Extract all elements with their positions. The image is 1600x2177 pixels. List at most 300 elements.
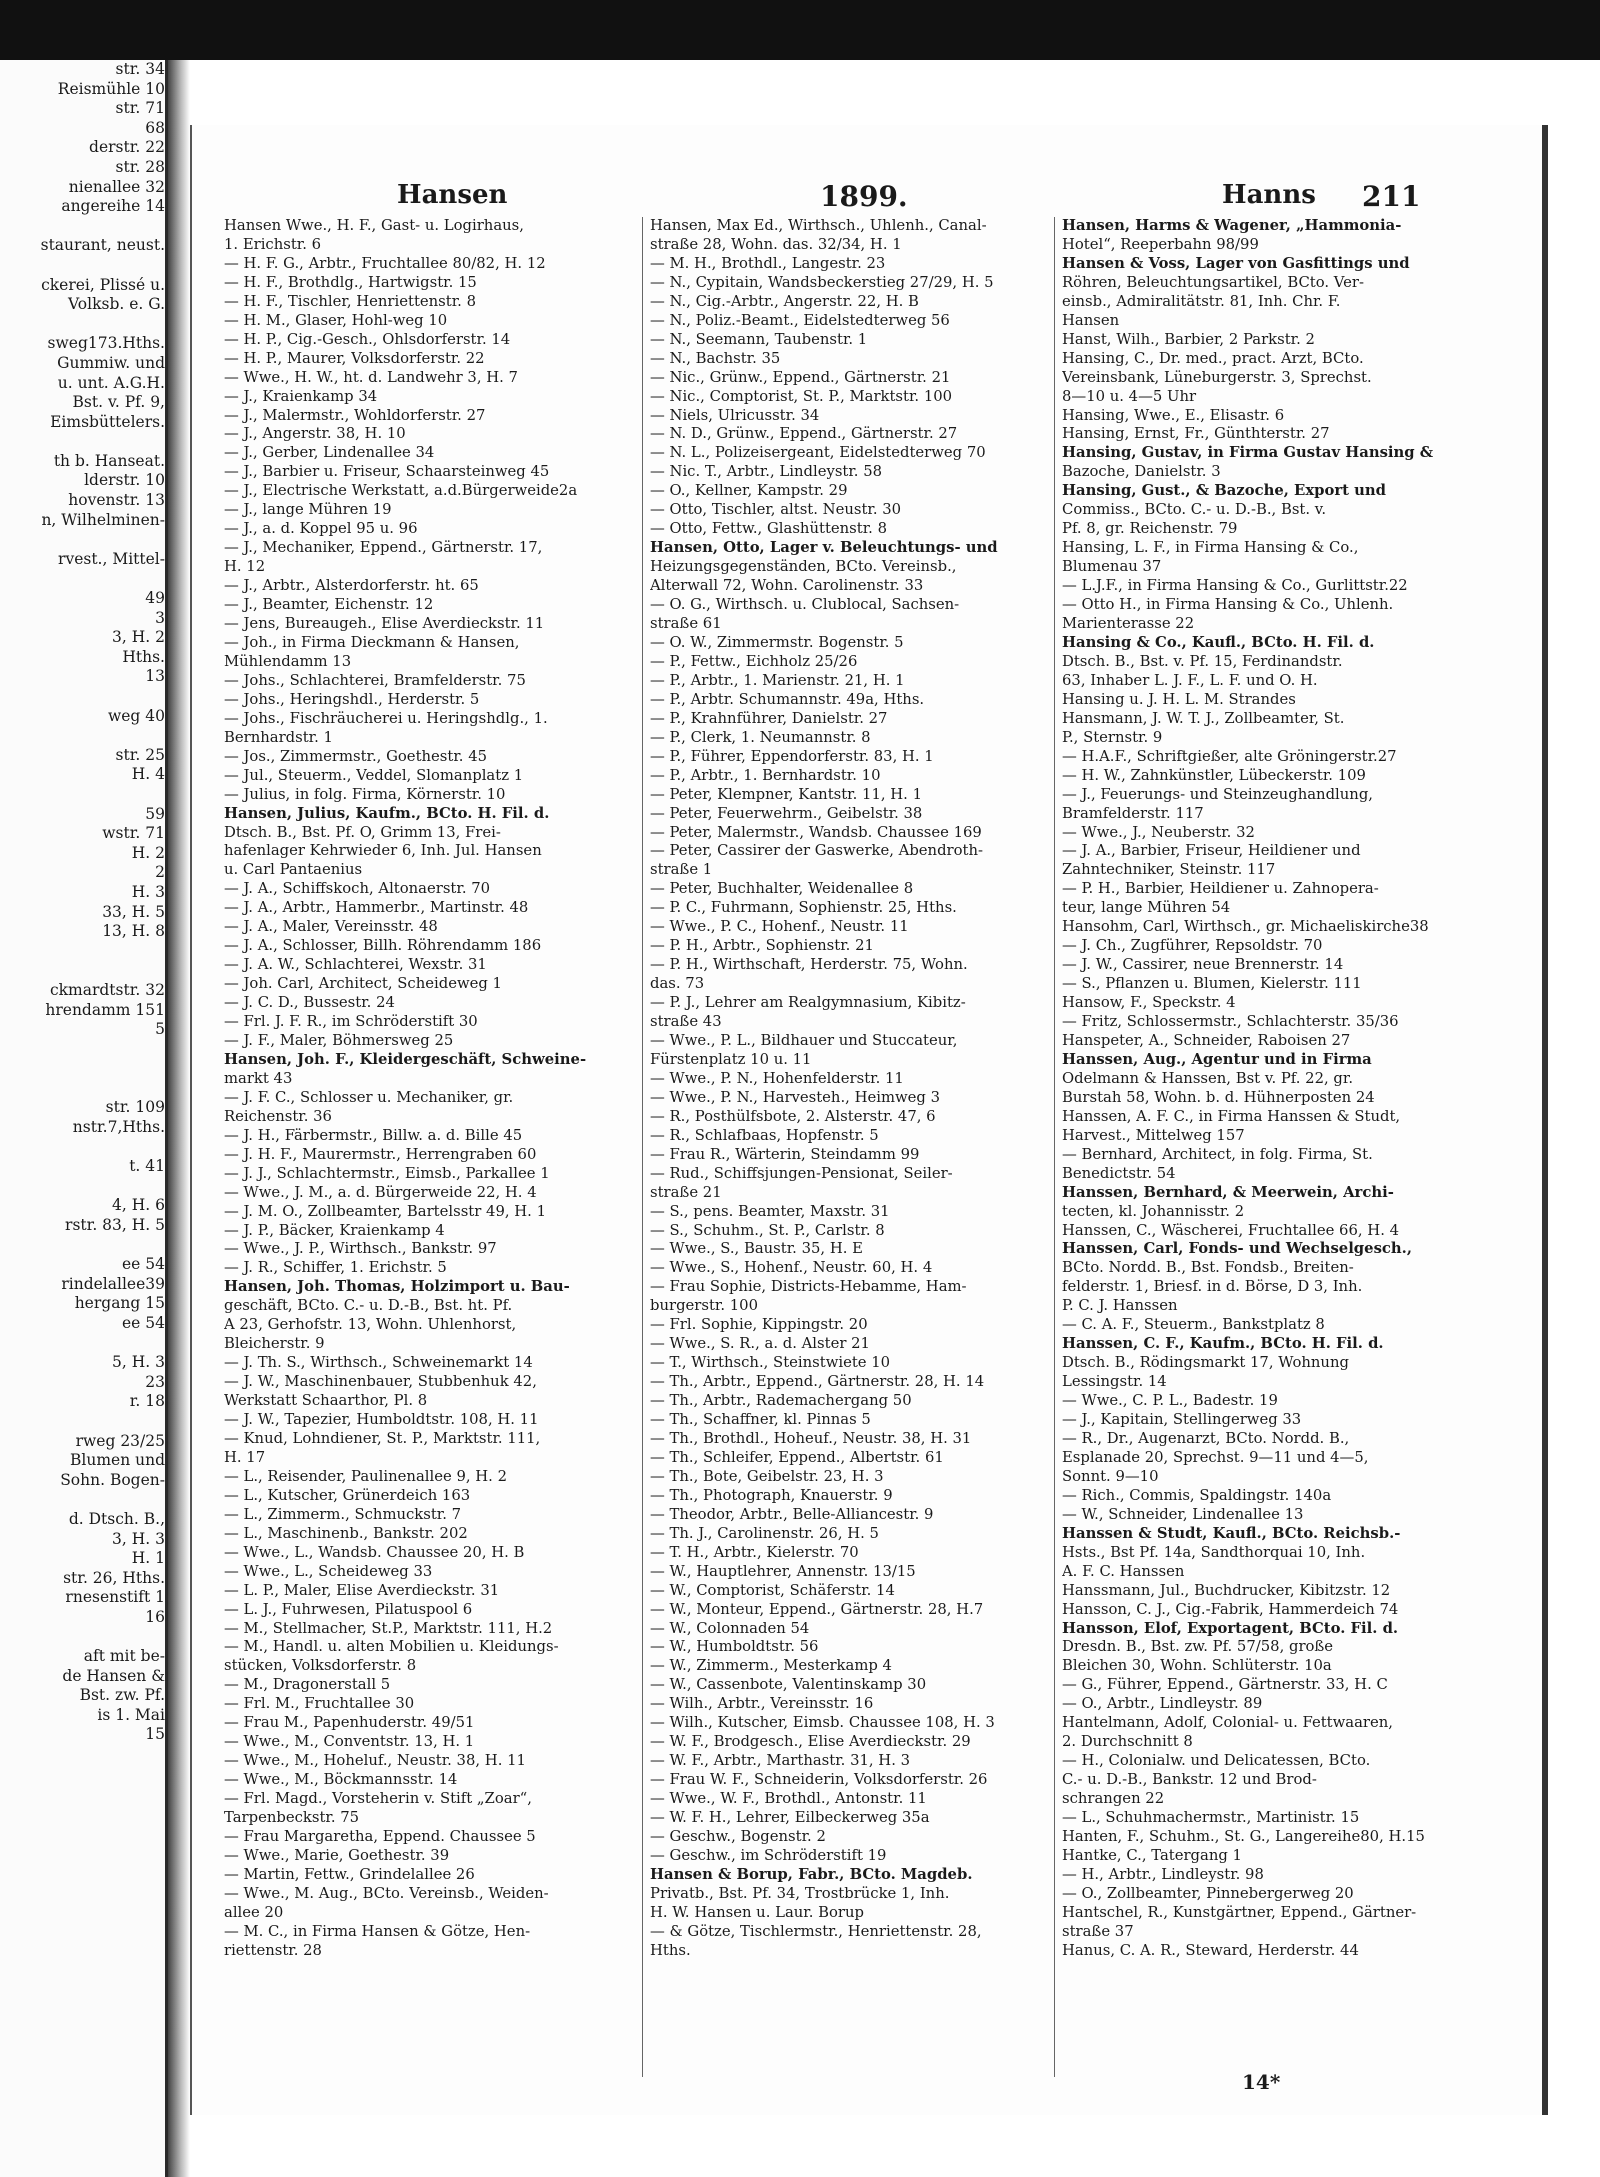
directory-entry-line: Dtsch. B., Bst. Pf. O, Grimm 13, Frei- <box>224 823 501 841</box>
directory-entry-line: — J. Th. S., Wirthsch., Schweinemarkt 14 <box>224 1354 533 1372</box>
directory-entry-line: Hanssen & Studt, Kaufl., BCto. Reichsb.- <box>1062 1524 1401 1542</box>
directory-entry-line: Odelmann & Hanssen, Bst v. Pf. 22, gr. <box>1062 1069 1354 1087</box>
fragment-line: str. 71 <box>115 99 165 118</box>
directory-entry-line: — Jul., Steuerm., Veddel, Slomanplatz 1 <box>224 766 524 784</box>
fragment-line <box>0 1628 165 1648</box>
directory-entry-line: — N., Bachstr. 35 <box>650 349 781 367</box>
directory-entry-line: einsb., Admiralitätstr. 81, Inh. Chr. F. <box>1062 292 1341 310</box>
fragment-line: is 1. Mai <box>97 1705 165 1724</box>
fragment-line: H. 1 <box>131 1549 165 1568</box>
directory-entry-line: — Niels, Ulricusstr. 34 <box>650 406 820 424</box>
directory-entry-line: felderstr. 1, Briesf. in d. Börse, D 3, Inh. <box>1062 1278 1363 1296</box>
directory-entry-line: Dtsch. B., Bst. v. Pf. 15, Ferdinandstr. <box>1062 652 1343 670</box>
directory-entry-line: Hanst, Wilh., Barbier, 2 Parkstr. 2 <box>1062 330 1315 348</box>
directory-entry-line: — O., Arbtr., Lindleystr. 89 <box>1062 1695 1263 1713</box>
directory-entry-line: — P., Fettw., Eichholz 25/26 <box>650 652 858 670</box>
directory-entry-line: — L., Zimmerm., Schmuckstr. 7 <box>224 1505 462 1523</box>
directory-entry-line: — N., Cypitain, Wandsbeckerstieg 27/29, H. 5 <box>650 273 994 291</box>
directory-entry-line: — P. H., Arbtr., Sophienstr. 21 <box>650 937 874 955</box>
fragment-line <box>0 961 165 981</box>
directory-entry-line: — Nic., Grünw., Eppend., Gärtnerstr. 21 <box>650 368 951 386</box>
fragment-line <box>0 315 165 335</box>
directory-entry-line: Hantschel, R., Kunstgärtner, Eppend., Gärtner- <box>1062 1903 1417 1921</box>
directory-entry-line: — J., Gerber, Lindenallee 34 <box>224 444 435 462</box>
directory-entry-line: — H. F., Brothdlg., Hartwigstr. 15 <box>224 273 477 291</box>
directory-entry-line: Benedictstr. 54 <box>1062 1164 1176 1182</box>
directory-entry-line: — J. P., Bäcker, Kraienkamp 4 <box>224 1221 445 1239</box>
fragment-line: str. 34 <box>115 60 165 78</box>
directory-entry-line: — Wwe., M. Aug., BCto. Vereinsb., Weiden- <box>224 1884 549 1902</box>
fragment-line: Sohn. Bogen- <box>60 1470 165 1489</box>
header-right-keyword: Hanns <box>1222 180 1316 210</box>
directory-entry-line: — Wwe., M., Böckmannsstr. 14 <box>224 1771 458 1789</box>
directory-entry-line: Esplanade 20, Sprechst. 9—11 und 4—5, <box>1062 1448 1369 1466</box>
fragment-line: Volksb. e. G. <box>68 295 165 314</box>
directory-entry-line: P., Sternstr. 9 <box>1062 728 1163 746</box>
directory-entry-line: Bazoche, Danielstr. 3 <box>1062 463 1221 481</box>
directory-entry-line: straße 37 <box>1062 1922 1134 1940</box>
directory-entry-line: — J. A., Schlosser, Billh. Röhrendamm 186 <box>224 937 542 955</box>
directory-entry-line: — Otto H., in Firma Hansing & Co., Uhlenh. <box>1062 596 1394 614</box>
directory-entry-line: das. 73 <box>650 975 705 993</box>
fragment-line: 49 <box>145 589 165 608</box>
directory-entry-line: — H. M., Glaser, Hohl-weg 10 <box>224 311 448 329</box>
fragment-line: 5, H. 3 <box>112 1353 165 1372</box>
directory-entry-line: — Wwe., P. L., Bildhauer und Stuccateur, <box>650 1031 958 1049</box>
directory-entry-line: — Nic. T., Arbtr., Lindleystr. 58 <box>650 463 883 481</box>
fragment-line <box>0 256 165 276</box>
directory-entry-line: Hansmann, J. W. T. J., Zollbeamter, St. <box>1062 709 1345 727</box>
directory-entry-line: — Julius, in folg. Firma, Körnerstr. 10 <box>224 785 506 803</box>
directory-entry-line: — Wwe., J., Neuberstr. 32 <box>1062 823 1255 841</box>
directory-entry-line: — Fritz, Schlossermstr., Schlachterstr. 35/36 <box>1062 1013 1399 1031</box>
directory-entry-line: — J. A., Barbier, Friseur, Heildiener und <box>1062 842 1361 860</box>
directory-entry-line: — H. P., Maurer, Volksdorferstr. 22 <box>224 349 485 367</box>
directory-entry-line: — Nic., Comptorist, St. P., Marktstr. 100 <box>650 387 953 405</box>
fragment-line: 33, H. 5 <box>102 902 165 921</box>
directory-entry-line: — H.A.F., Schriftgießer, alte Gröningerstr.27 <box>1062 747 1397 765</box>
directory-entry-line: — R., Posthülfsbote, 2. Alsterstr. 47, 6 <box>650 1107 936 1125</box>
directory-entry-line: hafenlager Kehrwieder 6, Inh. Jul. Hansen <box>224 842 542 860</box>
directory-entry-line: — L.J.F., in Firma Hansing & Co., Gurlittstr.22 <box>1062 577 1408 595</box>
directory-entry-line: — P., Führer, Eppendorferstr. 83, H. 1 <box>650 747 934 765</box>
directory-entry-line: Hsts., Bst Pf. 14a, Sandthorquai 10, Inh. <box>1062 1543 1366 1561</box>
directory-entry-line: Hansing u. J. H. L. M. Strandes <box>1062 690 1296 708</box>
directory-entry-line: allee 20 <box>224 1903 284 1921</box>
directory-entry-line: — O. W., Zimmermstr. Bogenstr. 5 <box>650 633 904 651</box>
directory-entry-line: — C. A. F., Steuerm., Bankstplatz 8 <box>1062 1316 1325 1334</box>
directory-entry-line: Werkstatt Schaarthor, Pl. 8 <box>224 1392 428 1410</box>
fragment-line: rstr. 83, H. 5 <box>65 1216 165 1235</box>
directory-entry-line: Pf. 8, gr. Reichenstr. 79 <box>1062 520 1238 538</box>
directory-entry-line: u. Carl Pantaenius <box>224 861 363 879</box>
directory-entry-line: Hansen, Julius, Kaufm., BCto. H. Fil. d. <box>224 804 550 822</box>
column-divider <box>642 217 643 2077</box>
directory-entry-line: — Wwe., H. W., ht. d. Landwehr 3, H. 7 <box>224 368 518 386</box>
fragment-line: weg 40 <box>107 706 165 725</box>
directory-entry-line: — J., Angerstr. 38, H. 10 <box>224 425 406 443</box>
directory-entry-line: H. 12 <box>224 558 266 576</box>
directory-entry-line: — J., Arbtr., Alsterdorferstr. ht. 65 <box>224 577 479 595</box>
fragment-line: ee 54 <box>122 1314 165 1332</box>
fragment-line: wstr. 71 <box>102 824 165 843</box>
directory-entry-line: Hansson, Elof, Exportagent, BCto. Fil. d. <box>1062 1619 1399 1637</box>
fragment-line: 3, H. 2 <box>112 628 165 647</box>
directory-entry-line: — P. C., Fuhrmann, Sophienstr. 25, Hths. <box>650 899 957 917</box>
fragment-line <box>0 569 165 589</box>
directory-entry-line: — Martin, Fettw., Grindelallee 26 <box>224 1865 475 1883</box>
fragment-line: nienallee 32 <box>68 177 165 196</box>
directory-entry-line: — J. J., Schlachtermstr., Eimsb., Parkallee 1 <box>224 1164 550 1182</box>
directory-entry-line: — Th., Brothdl., Hoheuf., Neustr. 38, H. 31 <box>650 1430 972 1447</box>
directory-entry-line: — W., Cassenbote, Valentinskamp 30 <box>650 1676 927 1694</box>
fragment-line: 16 <box>145 1607 165 1626</box>
fragment-line <box>0 1412 165 1432</box>
directory-entry-line: — L. J., Fuhrwesen, Pilatuspool 6 <box>224 1600 473 1618</box>
directory-page <box>190 125 1548 2115</box>
fragment-line: Bst. zw. Pf. <box>79 1686 165 1705</box>
directory-entry-line: — Peter, Buchhalter, Weidenallee 8 <box>650 880 914 898</box>
directory-entry-line: — Wwe., P. C., Hohenf., Neustr. 11 <box>650 918 909 936</box>
fragment-line: lderstr. 10 <box>84 471 165 490</box>
directory-entry-line: tecten, kl. Johannisstr. 2 <box>1062 1202 1245 1220</box>
directory-entry-line: Hanus, C. A. R., Steward, Herderstr. 44 <box>1062 1941 1359 1959</box>
directory-entry-line: — Knud, Lohndiener, St. P., Marktstr. 111, <box>224 1430 541 1447</box>
directory-entry-line: — Joh., in Firma Dieckmann & Hansen, <box>224 633 520 651</box>
directory-entry-line: Hanssen, C., Wäscherei, Fruchtallee 66, H. 4 <box>1062 1221 1400 1239</box>
directory-entry-line: — J., Electrische Werkstatt, a.d.Bürgerweide2a <box>224 482 578 500</box>
directory-entry-line: — Otto, Fettw., Glashüttenstr. 8 <box>650 520 887 538</box>
fragment-line: Bst. v. Pf. 9, <box>72 393 165 412</box>
directory-entry-line: — N. L., Polizeisergeant, Eidelstedterweg 70 <box>650 444 986 462</box>
fragment-line: rvest., Mittel- <box>58 549 165 568</box>
directory-entry-line: — T., Wirthsch., Steinstwiete 10 <box>650 1354 891 1372</box>
directory-entry-line: — J., a. d. Koppel 95 u. 96 <box>224 520 418 538</box>
fragment-line: t. 41 <box>129 1157 165 1176</box>
fragment-line: 4, H. 6 <box>112 1196 165 1215</box>
directory-entry-line: straße 43 <box>650 1013 722 1031</box>
directory-entry-line: Hansen, Otto, Lager v. Beleuchtungs- und <box>650 539 998 557</box>
fragment-line: n, Wilhelminen- <box>41 510 165 529</box>
directory-entry-line: — Rich., Commis, Spaldingstr. 140a <box>1062 1486 1332 1504</box>
directory-entry-line: — J. A., Arbtr., Hammerbr., Martinstr. 48 <box>224 899 529 917</box>
directory-entry-line: Hanssen, Bernhard, & Meerwein, Archi- <box>1062 1183 1394 1201</box>
directory-entry-line: Tarpenbeckstr. 75 <box>224 1809 360 1827</box>
directory-entry-line: Hansen, Joh. F., Kleidergeschäft, Schweine- <box>224 1050 587 1068</box>
fragment-line: de Hansen & <box>62 1666 165 1685</box>
fragment-line: d. Dtsch. B., <box>68 1509 165 1528</box>
directory-entry-line: Hansson, C. J., Cig.-Fabrik, Hammerdeich 74 <box>1062 1600 1399 1618</box>
directory-entry-line: — Wwe., M., Hoheluf., Neustr. 38, H. 11 <box>224 1752 526 1770</box>
directory-entry-line: Burstah 58, Wohn. b. d. Hühnerposten 24 <box>1062 1088 1375 1106</box>
directory-entry-line: — Peter, Klempner, Kantstr. 11, H. 1 <box>650 785 922 803</box>
directory-entry-line: schrangen 22 <box>1062 1790 1165 1808</box>
directory-entry-line: Heizungsgegenständen, BCto. Vereinsb., <box>650 558 957 576</box>
directory-entry-line: Zahntechniker, Steinstr. 117 <box>1062 861 1276 879</box>
directory-entry-line: — Jens, Bureaugeh., Elise Averdieckstr. 11 <box>224 615 545 633</box>
directory-entry-line: Hansow, F., Speckstr. 4 <box>1062 994 1236 1012</box>
fragment-line: sweg173.Hths. <box>47 334 165 353</box>
directory-entry-line: — Wwe., C. P. L., Badestr. 19 <box>1062 1392 1278 1410</box>
directory-entry-line: — L., Kutscher, Grünerdeich 163 <box>224 1486 471 1504</box>
directory-entry-line: Bernhardstr. 1 <box>224 728 333 746</box>
directory-entry-line: — Frau Margaretha, Eppend. Chaussee 5 <box>224 1828 536 1846</box>
directory-entry-line: — W., Schneider, Lindenallee 13 <box>1062 1505 1304 1523</box>
fragment-line: str. 28 <box>115 157 165 176</box>
fragment-line: u. unt. A.G.H. <box>57 373 165 392</box>
directory-entry-line: — Wwe., S. R., a. d. Alster 21 <box>650 1335 870 1353</box>
directory-entry-line: Bramfelderstr. 117 <box>1062 804 1204 822</box>
directory-entry-line: — O., Kellner, Kampstr. 29 <box>650 482 848 500</box>
column-2 <box>650 217 1045 2087</box>
directory-entry-line: — Joh. Carl, Architect, Scheideweg 1 <box>224 975 502 993</box>
directory-entry-line: — J., Feuerungs- und Steinzeughandlung, <box>1062 785 1374 803</box>
fragment-line: aft mit be- <box>83 1647 165 1666</box>
directory-entry-line: Marienterasse 22 <box>1062 615 1195 633</box>
directory-entry-line: Hansing, Gust., & Bazoche, Export und <box>1062 482 1387 500</box>
fragment-line <box>0 1177 165 1197</box>
directory-entry-line: — Wwe., L., Wandsb. Chaussee 20, H. B <box>224 1543 525 1561</box>
directory-entry-line: straße 21 <box>650 1183 722 1201</box>
directory-entry-line: — H. P., Cig.-Gesch., Ohlsdorferstr. 14 <box>224 330 511 348</box>
directory-entry-line: — Wilh., Arbtr., Vereinsstr. 16 <box>650 1695 874 1713</box>
directory-entry-line: — S., Pflanzen u. Blumen, Kielerstr. 111 <box>1062 975 1362 993</box>
directory-entry-line: — L. P., Maler, Elise Averdieckstr. 31 <box>224 1581 500 1599</box>
directory-entry-line: — J. W., Tapezier, Humboldtstr. 108, H. 11 <box>224 1411 539 1429</box>
directory-entry-line: Sonnt. 9—10 <box>1062 1467 1159 1485</box>
directory-entry-line: — H. F., Tischler, Henriettenstr. 8 <box>224 292 476 310</box>
directory-entry-line: Bleichen 30, Wohn. Schlüterstr. 10a <box>1062 1657 1332 1675</box>
directory-entry-line: — H. W., Zahnkünstler, Lübeckerstr. 109 <box>1062 766 1366 784</box>
directory-entry-line: — M. H., Brothdl., Langestr. 23 <box>650 254 886 272</box>
directory-entry-line: — H., Colonialw. und Delicatessen, BCto. <box>1062 1752 1371 1770</box>
directory-entry-line: — H., Arbtr., Lindleystr. 98 <box>1062 1865 1264 1883</box>
fragment-line: Eimsbüttelers. <box>50 412 165 431</box>
directory-entry-line: Hansing, Gustav, in Firma Gustav Hansing & <box>1062 444 1434 462</box>
fragment-line: 3, H. 3 <box>112 1529 165 1548</box>
fragment-line: Reismühle 10 <box>57 79 165 98</box>
directory-entry-line: Hanssen, Carl, Fonds- und Wechselgesch., <box>1062 1240 1412 1258</box>
fragment-line: rweg 23/25 <box>75 1431 165 1450</box>
fragment-line: r. 18 <box>129 1392 165 1411</box>
directory-entry-line: — L., Reisender, Paulinenallee 9, H. 2 <box>224 1467 508 1485</box>
directory-entry-line: markt 43 <box>224 1069 293 1087</box>
fragment-line <box>0 1059 165 1079</box>
directory-entry-line: — J. A. W., Schlachterei, Wexstr. 31 <box>224 956 487 974</box>
directory-entry-line: — Peter, Cassirer der Gaswerke, Abendroth- <box>650 842 984 860</box>
fragment-line: H. 4 <box>131 765 165 784</box>
directory-entry-line: — O. G., Wirthsch. u. Clublocal, Sachsen- <box>650 596 960 614</box>
directory-entry-line: Privatb., Bst. Pf. 34, Trostbrücke 1, Inh. <box>650 1884 950 1902</box>
directory-entry-line: Hansing, Wwe., E., Elisastr. 6 <box>1062 406 1285 424</box>
directory-entry-line: — J., lange Mühren 19 <box>224 501 392 519</box>
header-left-keyword: Hansen <box>397 180 508 210</box>
fragment-line: ckmardtstr. 32 <box>49 980 165 999</box>
directory-entry-line: Dtsch. B., Rödingsmarkt 17, Wohnung <box>1062 1354 1349 1372</box>
header-year: 1899. <box>820 180 908 213</box>
directory-entry-line: — J. C. D., Bussestr. 24 <box>224 994 395 1012</box>
fragment-line <box>0 530 165 550</box>
directory-entry-line: — Johs., Heringshdl., Herderstr. 5 <box>224 690 480 708</box>
directory-entry-line: 1. Erichstr. 6 <box>224 235 322 253</box>
directory-entry-line: — J. A., Maler, Vereinsstr. 48 <box>224 918 438 936</box>
directory-entry-line: — S., pens. Beamter, Maxstr. 31 <box>650 1202 890 1220</box>
directory-entry-line: — Wilh., Kutscher, Eimsb. Chaussee 108, H. 3 <box>650 1714 995 1732</box>
directory-entry-line: — Wwe., S., Hohenf., Neustr. 60, H. 4 <box>650 1259 933 1277</box>
directory-entry-line: — T. H., Arbtr., Kielerstr. 70 <box>650 1543 859 1561</box>
directory-entry-line: A. F. C. Hanssen <box>1062 1562 1185 1580</box>
directory-entry-line: — W., Zimmerm., Mesterkamp 4 <box>650 1657 892 1675</box>
directory-entry-line: Hanssen, A. F. C., in Firma Hanssen & Studt, <box>1062 1107 1401 1125</box>
directory-entry-line: — M., Stellmacher, St.P., Marktstr. 111, H.2 <box>224 1619 553 1637</box>
previous-page-lines <box>0 60 165 1745</box>
directory-entry-line: — J. R., Schiffer, 1. Erichstr. 5 <box>224 1259 447 1277</box>
directory-entry-line: Alterwall 72, Wohn. Carolinenstr. 33 <box>650 577 924 595</box>
directory-entry-line: — Wwe., P. N., Harvesteh., Heimweg 3 <box>650 1088 941 1106</box>
fragment-line: str. 26, Hths. <box>63 1568 165 1587</box>
directory-entry-line: — J. Ch., Zugführer, Repsoldstr. 70 <box>1062 937 1323 955</box>
directory-entry-line: — Th., Bote, Geibelstr. 23, H. 3 <box>650 1467 884 1485</box>
directory-entry-line: — J. A., Schiffskoch, Altonaerstr. 70 <box>224 880 491 898</box>
directory-entry-line: — Frau M., Papenhuderstr. 49/51 <box>224 1714 475 1732</box>
fragment-line <box>0 1236 165 1256</box>
directory-entry-line: burgerstr. 100 <box>650 1297 759 1315</box>
directory-entry-line: — Th., Arbtr., Rademachergang 50 <box>650 1392 912 1410</box>
directory-entry-line: Hanssen, C. F., Kaufm., BCto. H. Fil. d. <box>1062 1335 1384 1353</box>
previous-page-fragment <box>0 60 169 2177</box>
fragment-line <box>0 432 165 452</box>
directory-entry-line: — Wwe., L., Scheideweg 33 <box>224 1562 433 1580</box>
fragment-line: Gummiw. und <box>57 353 165 372</box>
directory-entry-line: — G., Führer, Eppend., Gärtnerstr. 33, H. C <box>1062 1676 1388 1694</box>
directory-entry-line: — Geschw., im Schröderstift 19 <box>650 1846 887 1864</box>
directory-entry-line: Hansen & Voss, Lager von Gasfittings und <box>1062 254 1410 272</box>
fragment-line <box>0 1040 165 1060</box>
directory-entry-line: — N., Seemann, Taubenstr. 1 <box>650 330 868 348</box>
fragment-line: 5 <box>155 1020 165 1039</box>
directory-entry-line: — W., Humboldtstr. 56 <box>650 1638 819 1656</box>
directory-entry-line: H. 17 <box>224 1448 266 1466</box>
directory-entry-line: — P. H., Wirthschaft, Herderstr. 75, Wohn. <box>650 956 968 974</box>
directory-entry-line: — P., Clerk, 1. Neumannstr. 8 <box>650 728 871 746</box>
directory-entry-line: — J., Beamter, Eichenstr. 12 <box>224 596 434 614</box>
directory-entry-line: Commiss., BCto. C.- u. D.-B., Bst. v. <box>1062 501 1327 519</box>
directory-entry-line: — O., Zollbeamter, Pinnebergerweg 20 <box>1062 1884 1354 1902</box>
directory-entry-line: — Rud., Schiffsjungen-Pensionat, Seiler- <box>650 1164 953 1182</box>
directory-entry-line: riettenstr. 28 <box>224 1941 322 1959</box>
directory-entry-line: — W., Hauptlehrer, Annenstr. 13/15 <box>650 1562 916 1580</box>
directory-entry-line: — J. W., Cassirer, neue Brennerstr. 14 <box>1062 956 1344 974</box>
fragment-line <box>0 217 165 237</box>
directory-entry-line: Dresdn. B., Bst. zw. Pf. 57/58, große <box>1062 1638 1334 1656</box>
directory-entry-line: — P., Arbtr., 1. Bernhardstr. 10 <box>650 766 881 784</box>
directory-entry-line: — Theodor, Arbtr., Belle-Alliancestr. 9 <box>650 1505 934 1523</box>
directory-entry-line: Fürstenplatz 10 u. 11 <box>650 1050 812 1068</box>
directory-entry-line: — P., Arbtr., 1. Marienstr. 21, H. 1 <box>650 671 905 689</box>
directory-entry-line: Hths. <box>650 1941 691 1959</box>
directory-entry-line: — Th., Arbtr., Eppend., Gärtnerstr. 28, H. 14 <box>650 1373 985 1391</box>
directory-entry-line: — Geschw., Bogenstr. 2 <box>650 1828 826 1846</box>
fragment-line: ckerei, Plissé u. <box>41 275 165 294</box>
fragment-line: Hths. <box>122 647 165 666</box>
directory-entry-line: — P. H., Barbier, Heildiener u. Zahnopera- <box>1062 880 1379 898</box>
directory-entry-line: A 23, Gerhofstr. 13, Wohn. Uhlenhorst, <box>224 1316 517 1334</box>
directory-entry-line: — J. F., Maler, Böhmersweg 25 <box>224 1031 454 1049</box>
directory-entry-line: Hansen Wwe., H. F., Gast- u. Logirhaus, <box>224 217 524 234</box>
directory-entry-line: Hanssen, Aug., Agentur und in Firma <box>1062 1050 1372 1068</box>
directory-entry-line: Hanssmann, Jul., Buchdrucker, Kibitzstr. 12 <box>1062 1581 1391 1599</box>
fragment-line: hovenstr. 13 <box>68 491 165 510</box>
directory-entry-line: — Frau Sophie, Districts-Hebamme, Ham- <box>650 1278 967 1296</box>
fragment-line: 15 <box>145 1725 165 1744</box>
directory-entry-line: — S., Schuhm., St. P., Carlstr. 8 <box>650 1221 885 1239</box>
directory-entry-line: — P., Krahnführer, Danielstr. 27 <box>650 709 888 727</box>
directory-entry-line: Harvest., Mittelweg 157 <box>1062 1126 1245 1144</box>
directory-entry-line: — N. D., Grünw., Eppend., Gärtnerstr. 27 <box>650 425 958 443</box>
directory-entry-line: — Th., Schaffner, kl. Pinnas 5 <box>650 1411 871 1429</box>
directory-entry-line: Röhren, Beleuchtungsartikel, BCto. Ver- <box>1062 273 1364 291</box>
directory-entry-line: 2. Durchschnitt 8 <box>1062 1733 1193 1751</box>
directory-entry-line: — Frl. J. F. R., im Schröderstift 30 <box>224 1013 478 1031</box>
directory-entry-line: — J., Barbier u. Friseur, Schaarsteinweg 45 <box>224 463 550 481</box>
directory-entry-line: — W., Comptorist, Schäferstr. 14 <box>650 1581 895 1599</box>
column-divider <box>1054 217 1055 2077</box>
directory-entry-line: Hansen <box>1062 311 1120 329</box>
directory-entry-line: Hansen, Harms & Wagener, „Hammonia- <box>1062 217 1402 234</box>
fragment-line: H. 2 <box>131 843 165 862</box>
fragment-line <box>0 1490 165 1510</box>
directory-entry-line: Hansing, Ernst, Fr., Günthterstr. 27 <box>1062 425 1330 443</box>
directory-entry-line: — P. J., Lehrer am Realgymnasium, Kibitz- <box>650 994 966 1012</box>
fragment-line <box>0 1334 165 1354</box>
fragment-line: 13 <box>145 667 165 686</box>
directory-entry-line: — Wwe., J. P., Wirthsch., Bankstr. 97 <box>224 1240 497 1258</box>
directory-entry-line: — J., Malermstr., Wohldorferstr. 27 <box>224 406 486 424</box>
directory-entry-line: Vereinsbank, Lüneburgerstr. 3, Sprechst. <box>1062 368 1372 386</box>
directory-entry-line: — W., Colonnaden 54 <box>650 1619 810 1637</box>
directory-entry-line: — Frau W. F., Schneiderin, Volksdorferstr. 26 <box>650 1771 988 1789</box>
directory-entry-line: — & Götze, Tischlermstr., Henriettenstr. 28, <box>650 1922 982 1940</box>
fragment-line: th b. Hanseat. <box>53 451 165 470</box>
fragment-line <box>0 942 165 962</box>
running-header <box>192 180 1542 220</box>
directory-entry-line: — J., Mechaniker, Eppend., Gärtnerstr. 17, <box>224 539 543 557</box>
directory-entry-line: — Wwe., S., Baustr. 35, H. E <box>650 1240 863 1258</box>
fragment-line: staurant, neust. <box>40 236 165 255</box>
directory-entry-line: — Frau R., Wärterin, Steindamm 99 <box>650 1145 920 1163</box>
directory-entry-line: P. C. J. Hanssen <box>1062 1297 1178 1315</box>
fragment-line: 13, H. 8 <box>102 922 165 941</box>
fragment-line: 59 <box>145 804 165 823</box>
directory-entry-line: teur, lange Mühren 54 <box>1062 899 1231 917</box>
directory-entry-line: — Wwe., M., Conventstr. 13, H. 1 <box>224 1733 475 1751</box>
directory-entry-line: — Jos., Zimmermstr., Goethestr. 45 <box>224 747 488 765</box>
fragment-line: 68 <box>145 118 165 137</box>
directory-entry-line: — J. W., Maschinenbauer, Stubbenhuk 42, <box>224 1373 537 1391</box>
fragment-line: hergang 15 <box>74 1294 165 1313</box>
directory-entry-line: Hotel“, Reeperbahn 98/99 <box>1062 235 1259 253</box>
page-number: 211 <box>1362 180 1421 213</box>
fragment-line: hrendamm 151 <box>45 1000 165 1019</box>
fragment-line <box>0 785 165 805</box>
directory-entry-line: Hanten, F., Schuhm., St. G., Langereihe80, H.15 <box>1062 1828 1425 1846</box>
directory-entry-line: — Johs., Schlachterei, Bramfelderstr. 75 <box>224 671 526 689</box>
directory-entry-line: straße 1 <box>650 861 713 879</box>
directory-entry-line: — J. H. F., Maurermstr., Herrengraben 60 <box>224 1145 537 1163</box>
directory-entry-line: — Wwe., W. F., Brothdl., Antonstr. 11 <box>650 1790 927 1808</box>
directory-entry-line: — W. F., Arbtr., Marthastr. 31, H. 3 <box>650 1752 911 1770</box>
directory-entry-line: — R., Schlafbaas, Hopfenstr. 5 <box>650 1126 879 1144</box>
